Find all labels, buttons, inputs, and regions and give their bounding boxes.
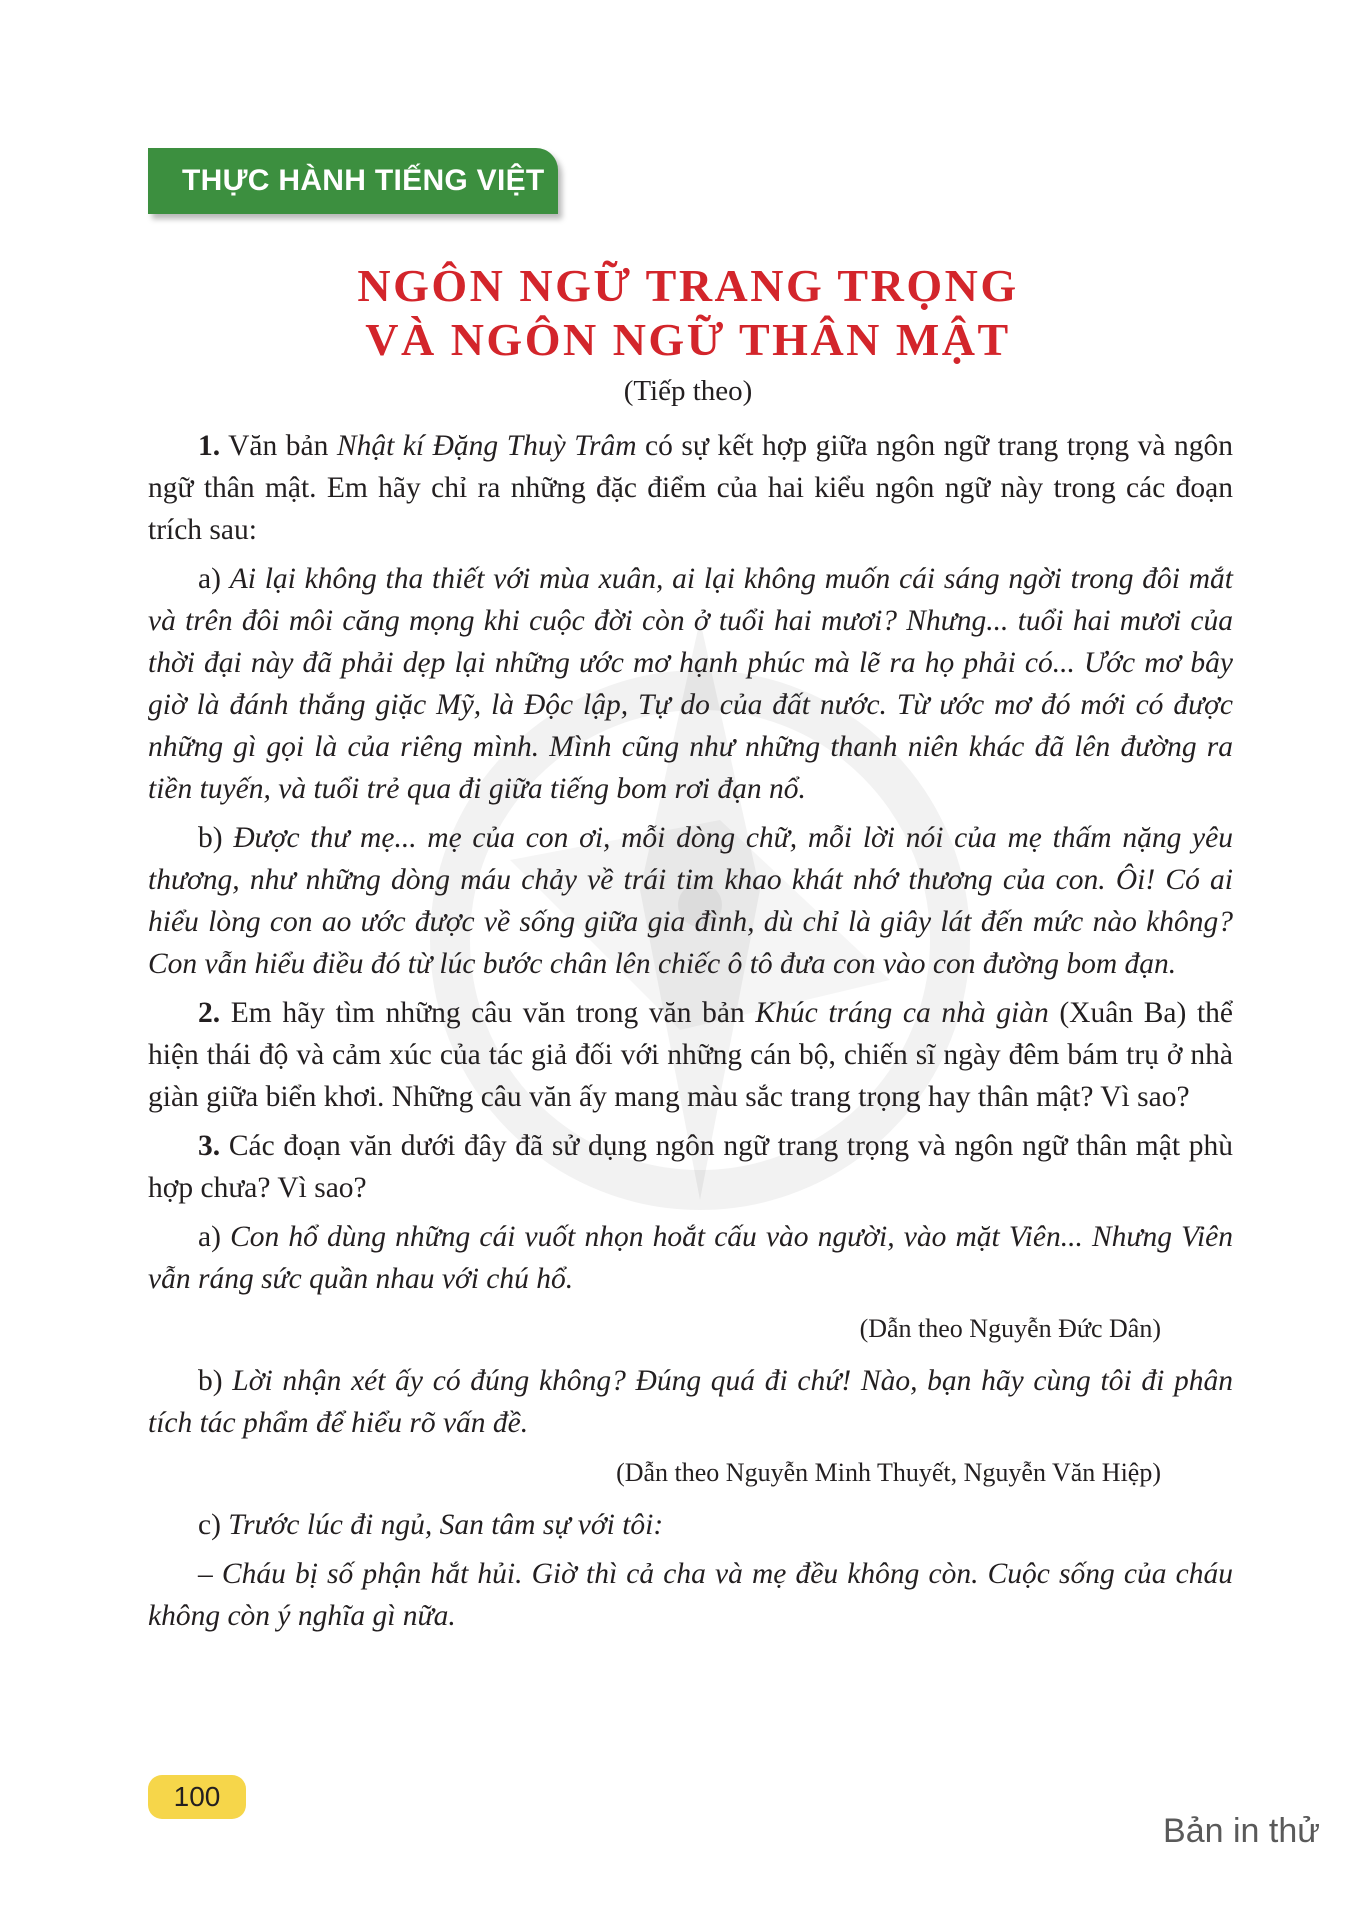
question-3-text: Các đoạn văn dưới đây đã sử dụng ngôn ngữ trang trọng và ngôn ngữ thân mật phù hợp chưa? Vì sao? [148, 1130, 1233, 1204]
paragraph-c-dialogue-text: – Cháu bị số phận hắt hủi. Giờ thì cả cha và mẹ đều không còn. Cuộc sống của cháu không còn ý nghĩa gì nữa. [148, 1558, 1233, 1632]
question-1-excerpt-a [148, 558, 1233, 810]
question-3-paragraph-c [148, 1504, 1233, 1546]
lesson-content [148, 425, 1233, 1644]
question-2-text-pre: Em hãy tìm những câu văn trong văn bản [220, 997, 756, 1029]
question-2-number: 2. [198, 997, 221, 1029]
question-2 [148, 992, 1233, 1118]
paragraph-a-label: a) [198, 1221, 231, 1253]
section-label: THỰC HÀNH TIẾNG VIỆT [182, 164, 545, 197]
page-number: 100 [148, 1775, 246, 1819]
print-proof-label: Bản in thử [1163, 1812, 1320, 1850]
lesson-title-line-2: VÀ NGÔN NGỮ THÂN MẬT [365, 314, 1011, 365]
lesson-subtitle: (Tiếp theo) [623, 375, 753, 407]
paragraph-c-text: Trước lúc đi ngủ, San tâm sự với tôi: [228, 1509, 664, 1541]
question-1-number: 1. [198, 430, 221, 462]
question-1 [148, 425, 1233, 551]
question-3-number: 3. [198, 1130, 221, 1162]
question-3-paragraph-b [148, 1360, 1233, 1444]
lesson-title-line-1: NGÔN NGỮ TRANG TRỌNG [357, 260, 1019, 311]
excerpt-a-text: Ai lại không tha thiết với mùa xuân, ai lại không muốn cái sáng ngời trong đôi mắt và trên đôi môi căng mọng khi cuộc đời còn ở tuổi hai mươi? Nhưng... tuổi hai mươi của thời đại này đã phải dẹp lại những ước mơ hạnh phúc mà lẽ ra họ phải có... Ước mơ bây giờ là đánh thắng giặc Mỹ, là Độc lập, Tự do của đất nước. Từ ước mơ đó mới có được những gì gọi là của riêng mình. Mình cũng như những thanh niên khác đã lên đường ra tiền tuyến, và tuổi trẻ qua đi giữa tiếng bom rơi đạn nổ. [148, 563, 1234, 805]
excerpt-b-label: b) [198, 822, 234, 854]
question-3-paragraph-a [148, 1216, 1233, 1300]
section-tab [148, 148, 558, 214]
paragraph-b-source: (Dẫn theo Nguyễn Minh Thuyết, Nguyễn Văn Hiệp) [616, 1458, 1161, 1487]
question-1-text-post: có sự kết hợp giữa ngôn ngữ trang trọng và ngôn ngữ thân mật. Em hãy chỉ ra những đặc điểm của hai kiểu ngôn ngữ này trong các đoạn trích sau: [148, 430, 1233, 546]
excerpt-a-label: a) [198, 563, 230, 595]
question-2-text-post: (Xuân Ba) thể hiện thái độ và cảm xúc của tác giả đối với những cán bộ, chiến sĩ ngày đêm bám trụ ở nhà giàn giữa biển khơi. Những câu văn ấy mang màu sắc trang trọng hay thân mật? Vì sao? [148, 997, 1233, 1113]
paragraph-c-label: c) [198, 1509, 229, 1541]
excerpt-b-text: Được thư mẹ... mẹ của con ơi, mỗi dòng chữ, mỗi lời nói của mẹ thấm nặng yêu thương, như những dòng máu chảy về trái tim khao khát nhớ thương của con. Ôi! Có ai hiểu lòng con ao ước được về sống giữa gia đình, dù chỉ là giây lát đến mức nào không? Con vẫn hiểu điều đó từ lúc bước chân lên chiếc ô tô đưa con vào con đường bom đạn. [148, 822, 1233, 980]
paragraph-a-text: Con hổ dùng những cái vuốt nhọn hoắt cấu vào người, vào mặt Viên... Nhưng Viên vẫn ráng sức quần nhau với chú hổ. [148, 1221, 1233, 1295]
paragraph-b-label: b) [198, 1365, 233, 1397]
question-1-work-title: Nhật kí Đặng Thuỳ Trâm [336, 430, 637, 462]
paragraph-c-dialogue [148, 1553, 1233, 1637]
paragraph-b-text: Lời nhận xét ấy có đúng không? Đúng quá đi chứ! Nào, bạn hãy cùng tôi đi phân tích tác phẩm để hiểu rõ vấn đề. [148, 1365, 1234, 1439]
question-1-excerpt-b [148, 817, 1233, 985]
question-1-text-pre: Văn bản [220, 430, 337, 462]
paragraph-a-source: (Dẫn theo Nguyễn Đức Dân) [859, 1314, 1161, 1343]
question-2-work-title: Khúc tráng ca nhà giàn [755, 997, 1049, 1029]
question-3 [148, 1125, 1233, 1209]
